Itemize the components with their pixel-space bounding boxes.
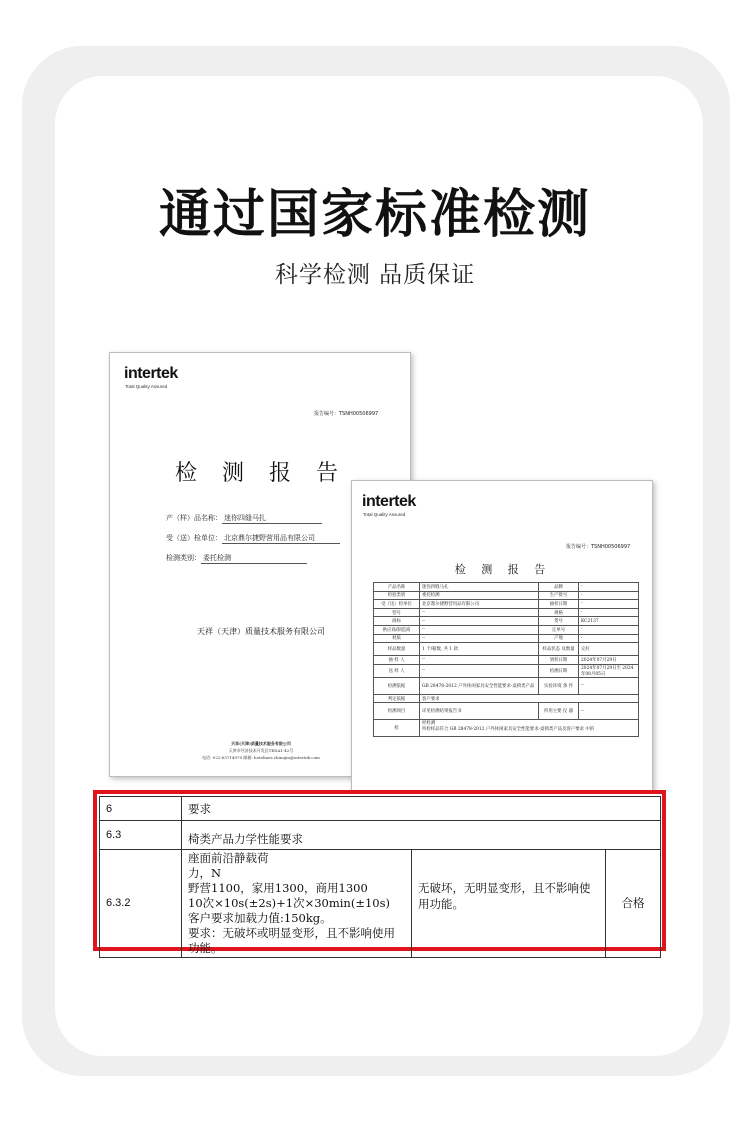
cell-value: 1 个/箱数, 共 1 款: [420, 643, 539, 656]
cell-label: 生产批号: [539, 591, 579, 600]
cell-value: 完好: [579, 643, 639, 656]
cell-value: -: [579, 608, 639, 617]
requirement-line: 力，N: [188, 865, 222, 880]
cell-value: --: [579, 703, 639, 720]
clause-number: 6: [100, 797, 182, 821]
field-value: 委托检测: [201, 553, 307, 564]
table-row: [374, 656, 639, 665]
cell-label: 受（送）检单位: [374, 600, 420, 609]
result-description: 无破坏，无明显变形，且不影响使用功能。: [412, 850, 606, 958]
table-row: [374, 643, 639, 656]
highlighted-result-box: [93, 790, 666, 955]
cell-label: 规格: [539, 608, 579, 617]
report-info-table: [373, 582, 639, 737]
cell-value: -: [579, 634, 639, 643]
cell-label: 检测日期: [539, 664, 579, 677]
cell-label: 货号: [539, 617, 579, 626]
field-label: 产（样）品名称：: [166, 514, 222, 522]
requirement-line: 要求：无破坏或明显变形，且不影响使用: [188, 925, 395, 940]
clause-number: 6.3.2: [100, 850, 182, 958]
table-row: [374, 720, 639, 737]
footer-line: 天祥(天津)质量技术服务有限公司: [231, 741, 291, 746]
table-row: [374, 583, 639, 592]
field-test-type: [166, 553, 307, 564]
cell-value: [420, 720, 639, 737]
cell-label: 产品名称: [374, 583, 420, 592]
table-row: [374, 703, 639, 720]
cell-value: 北京鼎尔捷野营用品有限公司: [420, 600, 539, 609]
field-label: 检测类别：: [166, 554, 201, 562]
table-row: [374, 677, 639, 694]
requirement-line: 客户要求加载力值:150kg。: [188, 910, 332, 925]
cell-label: 样品数量: [374, 643, 420, 656]
cell-label: 抽 样 人: [374, 656, 420, 665]
clause-text: 要求: [182, 797, 661, 821]
cell-value: --: [420, 617, 539, 626]
cell-value: GB 28478-2012 户外休闲家具安全性能要求-桌椅类产品: [420, 677, 539, 694]
cell-value: 2024年07月29日至 2024年08月05日: [579, 664, 639, 677]
cell-value: --: [420, 656, 539, 665]
requirement-cell: [182, 850, 412, 958]
clause-number: 6.3: [100, 821, 182, 850]
report-detail-sheet: [351, 480, 653, 810]
table-row: [374, 600, 639, 609]
field-client: [166, 533, 340, 544]
field-label: 受（送）检单位：: [166, 534, 222, 542]
cell-label: 检测依据: [374, 677, 420, 694]
cell-value: --: [420, 634, 539, 643]
cell-value: 迷你四缝马扎: [420, 583, 539, 592]
report-number: 报告编号：TSNH00506997: [566, 544, 631, 550]
table-row: [100, 850, 661, 958]
intertek-logo: intertek: [124, 365, 178, 382]
cell-value: --: [420, 608, 539, 617]
cell-label: 抽样日期: [539, 600, 579, 609]
verdict-cell: 合格: [606, 850, 661, 958]
report-title: 检 测 报 告: [454, 563, 552, 576]
cell-label: 供应商/制造商: [374, 625, 420, 634]
cell-label: 品牌: [539, 583, 579, 592]
requirement-line: 功能。: [188, 940, 223, 955]
cell-label: 送 样 人: [374, 664, 420, 677]
cell-label: 到样日期: [539, 656, 579, 665]
table-row: [374, 694, 639, 703]
cell-label: 材质: [374, 634, 420, 643]
field-product-name: [166, 513, 322, 524]
cell-value: -: [579, 583, 639, 592]
testing-organization: 天祥（天津）质量技术服务有限公司: [197, 627, 325, 636]
table-row: [374, 634, 639, 643]
cell-label: 定单号: [539, 625, 579, 634]
page-subtitle: 科学检测 品质保证: [274, 262, 476, 288]
cell-label: 商标: [374, 617, 420, 626]
report-number: 报告编号：TSNH00506997: [314, 411, 379, 417]
cell-label: 产地: [539, 634, 579, 643]
conclusion-intro: 经检测: [422, 721, 436, 727]
cell-label: 检: [374, 720, 420, 737]
table-row: [374, 608, 639, 617]
requirement-line: 野营1100，家用1300，商用1300: [188, 880, 368, 895]
logo-tagline: Total Quality Assured: [363, 512, 406, 517]
cell-label: 检验类别: [374, 591, 420, 600]
footer-line: 电话: 022-65714970 邮箱: hotelines.chinajin@intertek.com: [202, 755, 320, 760]
cell-label: 所用主要 仪 器: [539, 703, 579, 720]
field-value: 迷你四缝马扎: [222, 513, 322, 524]
report-title: 检 测 报 告: [175, 461, 347, 486]
cell-value: -: [579, 600, 639, 609]
cell-value: KC2137: [579, 617, 639, 626]
requirement-line: 座面前沿静载荷: [188, 851, 269, 865]
table-row: [374, 617, 639, 626]
cell-label: 样品状态 及数量: [539, 643, 579, 656]
logo-tagline: Total Quality Assured: [125, 384, 168, 389]
table-row: [100, 797, 661, 821]
table-row: [100, 821, 661, 850]
intertek-logo: intertek: [362, 493, 416, 510]
table-row: [374, 591, 639, 600]
cell-label: 型号: [374, 608, 420, 617]
table-row: [374, 664, 639, 677]
cell-value: 2024年07月29日: [579, 656, 639, 665]
cell-value: --: [420, 625, 539, 634]
table-row: [374, 625, 639, 634]
cell-value: --: [420, 664, 539, 677]
cell-value: 详见检测结果报告书: [420, 703, 539, 720]
cell-label: 判定依据: [374, 694, 420, 703]
cell-label: 检测项目: [374, 703, 420, 720]
result-table: [99, 796, 661, 958]
clause-text: 椅类产品力学性能要求: [182, 821, 661, 850]
cell-value: -: [579, 625, 639, 634]
requirement-line: 10次×10s(±2s)+1次×30min(±10s): [188, 895, 390, 910]
cell-value: 客户要求: [420, 694, 639, 703]
cell-value: -: [579, 591, 639, 600]
cell-value: 委托检测: [420, 591, 539, 600]
cell-label: 实验环境 条 件: [539, 677, 579, 694]
field-value: 北京鼎尔捷野营用品有限公司: [222, 533, 340, 544]
cell-value: --: [579, 677, 639, 694]
footer-line: 天津市经济技术开发区TEDA1-42号: [228, 748, 294, 753]
page-title: 通过国家标准检测: [158, 185, 591, 245]
conclusion-text: 所检样品符合 GB 28478-2012 户外休闲家具安全性能要求-桌椅类产品及客户要求 中的: [422, 727, 595, 733]
